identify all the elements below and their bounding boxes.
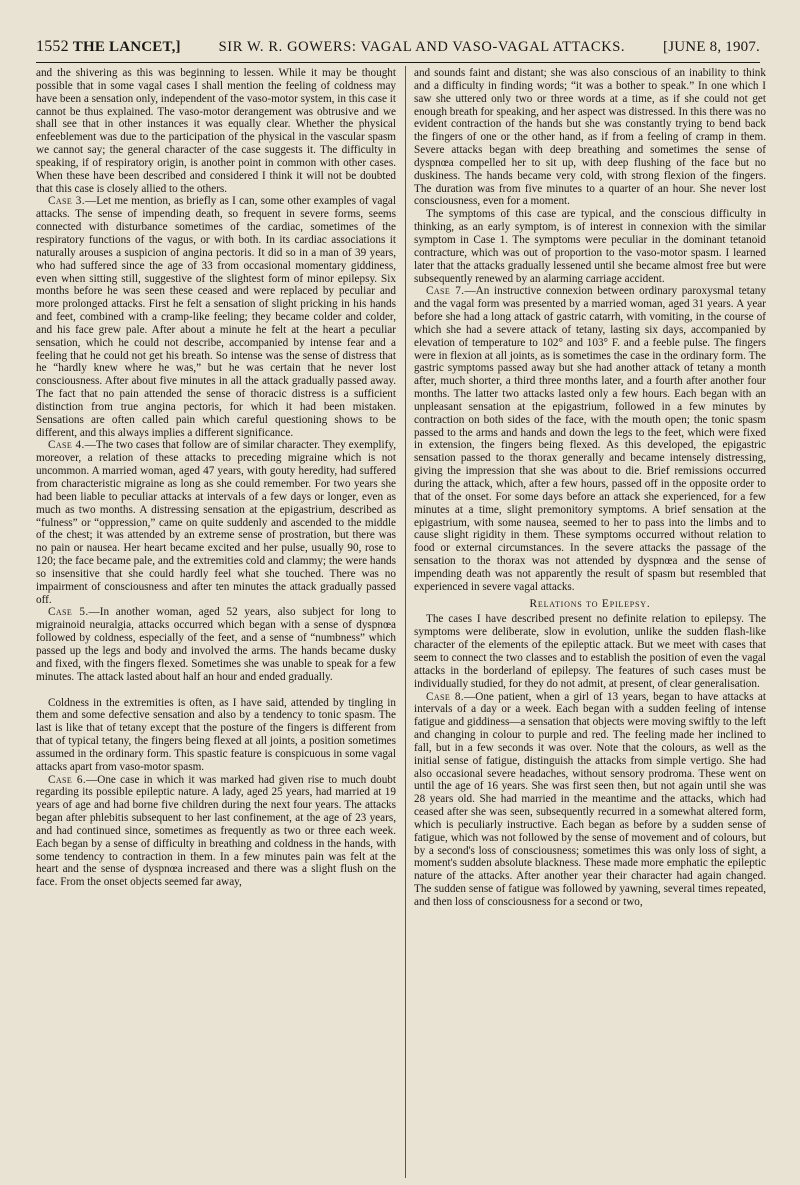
column-divider (405, 66, 406, 1178)
issue-date: [JUNE 8, 1907. (663, 39, 760, 55)
case-text: —In another woman, aged 52 years, also subject for long to migrainoid neuralgia, attacks occurred which began with a sense of dyspnœa followed by coldness, especially of the feet, and a sense of “numbness” which passed up the legs and body and involved the arms. The hands became dusky and fixed, with the fingers flexed. Sometimes she was unable to speak for a few minutes. The attack lasted about half an hour and ended gradually. (36, 606, 396, 683)
journal-name: THE LANCET,] (72, 39, 181, 55)
case-label: Case 8. (426, 690, 465, 703)
paragraph: and sounds faint and distant; she was also conscious of an inability to think and a difficulty in finding words; “it was a bother to speak.” In one which I saw she uttered only two or three words at a time, as if she could not get enough breath for speaking, and her aspect was distressed. In this there was no evident contraction of the hands but she was constantly trying to bend back the fingers of one or the other hand, as if from a feeling of cramp in them. Severe attacks began with deep breathing and sometimes the sense of dyspnœa compelled her to sit up, with deep flushing of the face but no duskiness. The hands became very cold, with strong flexion of the fingers. The duration was from five minutes to a quarter of an hour. She never lost consciousness, even for a moment. (414, 67, 766, 208)
case-label: Case 4. (48, 439, 85, 452)
paragraph: and the shivering as this was beginning to lessen. While it may be thought possible that in some vagal cases I shall mention the feeling of coldness may have been a sensation only, independent of the vaso-motor system, in this case it cannot be thus explained. The vaso-motor derangement was obtrusive and we shall see that in other instances it was equally clear. Whether the physical enfeeblement was due to the participation of the physical in the vascular spasm we cannot say; the general character of the case suggests it. The difficulty in speaking, if of respiratory origin, is another point in common with other cases. When these have been described and considered I think it will not be doubted that this case is closely allied to the others. (36, 67, 396, 195)
case-5-paragraph (36, 606, 396, 683)
page-number: 1552 (36, 38, 69, 55)
case-label: Case 5. (48, 606, 89, 619)
case-label: Case 7. (426, 285, 465, 298)
header-rule (36, 62, 760, 63)
page-header (36, 38, 760, 60)
case-label: Case 6. (48, 773, 87, 786)
right-column (414, 67, 766, 1177)
case-text: —One case in which it was marked had given rise to much doubt regarding its possible epileptic nature. A lady, aged 25 years, had married at 19 years of age and had borne five children during the next four years. The attacks began after phlebitis subsequent to her last confinement, at the age of 23 years, and had continued since, sometimes as frequently as two or three each week. Each began by a sense of difficulty in breathing and coldness in the hands, with some tendency to contraction in them. In a few minutes pain was felt at the heart and the sense of dyspnœa increased and there was a slight flush on the face. From the onset objects seemed far away, (36, 773, 396, 889)
section-heading: Relations to Epilepsy. (529, 597, 651, 610)
case-7-paragraph (414, 285, 766, 593)
case-6-paragraph (36, 774, 396, 890)
page-number-and-journal (36, 38, 181, 56)
case-text: —One patient, when a girl of 13 years, began to have attacks at intervals of a day or a week. Each began with a sudden feeling of intense fatigue and giddiness—a sensation that objects were moving swiftly to the left and changing in colour to purple and red. The feeling made her inclined to fall, but in a few seconds it was over. Note that the colours, as well as the initial sense of fatigue, distinguish the attacks from simple vertigo. She had also occasional severe headaches, without sensory prodroma. These went on until the age of 16 years. She was first seen then, but not again until she was 28 years old. She had married in the meantime and the attacks, which had ceased after she was seen, subsequently recurred in a somewhat altered form, which is peculiarly instructive. Each began as before by a sudden sense of fatigue, which was not followed by the sense of movement and of colours, but by a second's loss of consciousness; sometimes this was only loss of sight, a moment's sudden absolute blackness. These made more emphatic the epileptic nature of the attacks. After another year their character had again changed. The sudden sense of fatigue was followed by yawning, several times repeated, and then loss of consciousness for a second or two, (414, 690, 766, 908)
running-title: SIR W. R. GOWERS: VAGAL AND VASO-VAGAL ATTACKS. (218, 39, 626, 55)
case-text: —Let me mention, as briefly as I can, some other examples of vagal attacks. The sense of impending death, so frequent in severe forms, seems connected with disturbance sometimes of the cardiac, sometimes of the respiratory functions of the vagus, or with both. In its cardiac associations it naturally arouses a suspicion of angina pectoris. It did so in a man of 39 years, who had suffered since the age of 33 from occasional momentary giddiness, even when sitting still, suggestive of the slightest form of minor epilepsy. Six months before he was seen these ceased and were replaced by peculiar and more prolonged attacks. First he felt a sensation of slight pricking in his hands and feet, combined with a cramp-like feeling; they became colder and colder, and his face grew pale. After about a minute he felt at the heart a peculiar sensation, which he could not describe, accompanied by intense fear and a feeling that he could not get his breath. So intense was the sense of distress that he “hardly knew where he was,” but he was certain that he never lost consciousness. After about five minutes in all the attack gradually passed away. The fact that no pain attended the sense of thoracic distress is a sufficient distinction from true angina pectoris, for which it had been mistaken. Sensations are often called pain which careful questioning shows to be different, and this always implies a different significance. (36, 195, 396, 439)
paragraph: The cases I have described present no definite relation to epilepsy. The symptoms were deliberate, slow in evolution, unlike the sudden flash-like character of the elements of the epileptic attack. But we meet with cases that seem to connect the two classes and to establish the position of even the vagal attacks in the borderland of epilepsy. The features of such cases must be individually studied, for they do not admit, at present, of clear generalisation. (414, 613, 766, 690)
case-8-paragraph (414, 691, 766, 909)
case-label: Case 3. (48, 195, 86, 208)
paragraph: The symptoms of this case are typical, and the conscious difficulty in thinking, as an early symptom, is of interest in connexion with the similar symptom in Case 1. The symptoms were peculiar in the dominant tetanoid contracture, which was out of proportion to the vaso-motor spasm. I learned later that the attacks gradually lessened until she became almost free but were subsequently renewed by an alarming carriage accident. (414, 208, 766, 285)
case-text: —An instructive connexion between ordinary paroxysmal tetany and the vagal form was presented by a married woman, aged 31 years. A year before she had a long attack of gastric catarrh, with vomiting, in the course of which she had a severe attack of tetany, lasting six days, accompanied by elevation of temperature to 102° and 103° F. and a feeble pulse. The fingers were in flexion at all joints, as is sometimes the case in the ordinary form. The gastric symptoms passed away but she had another attack of tetany a month after, much shorter, a third three months later, and a fourth after another four months. The latter two attacks lasted only a few hours. Each began with an unpleasant sensation at the epigastrium, followed in a few minutes by contraction on both sides of the face, with the mouth open; the tonic spasm passed to the arms and hands and down the legs to the feet, which were fixed in extension, the fingers being flexed. As this developed, the epigastric sensation passed to the thorax generally and became intensely distressing, giving the impression that she was about to die. Brief remissions occurred during the attack, which, after a few hours, passed off in the opposite order to that of the onset. For some days before an attack she experienced, for a few minutes at a time, slight premonitory symptoms. A brief sensation at the epigastrium, with some nausea, seemed to her to pass into the limbs and to cause slight rigidity in them. These symptoms occurred without relation to food or external circumstances. In the severe attacks the passage of the sensation to the thorax was not attended by dyspnœa and the sense of impending death was not apparently the result of spasm but resembled that experienced in severe vagal attacks. (414, 285, 766, 593)
paragraph: Coldness in the extremities is often, as I have said, attended by tingling in them and some defective sensation and also by a tendency to tonic spasm. The last is like that of tetany except that the posture of the fingers is different from that of typical tetany, the fingers being flexed at all joints, a position sometimes assumed in the ordinary form. This spastic feature is conspicuous in some vagal attacks apart from vaso-motor spasm. (36, 696, 396, 773)
case-3-paragraph (36, 195, 396, 439)
left-column (36, 67, 396, 1177)
case-text: —The two cases that follow are of similar character. They exemplify, moreover, a relation of these attacks to preceding migraine which is not uncommon. A married woman, aged 47 years, with gouty heredity, had suffered from characteristic migraine as long as she could remember. For two years she had been liable to peculiar attacks at intervals of a few days or longer, even as much as two months. A distressing sensation at the epigastrium, described as “fulness” or “oppression,” came on quite suddenly and ascended to the middle of the chest; it was attended by an extreme sense of prostration, but there was no pain or nausea. Her heart became excited and her pulse, usually 90, rose to 120; the face became pale, and the extremities cold and clammy; the were hands so insensitive that she could hardly feel what she touched. There was no impairment of consciousness and after ten minutes the attack gradually passed off. (36, 439, 396, 606)
case-4-paragraph (36, 439, 396, 606)
